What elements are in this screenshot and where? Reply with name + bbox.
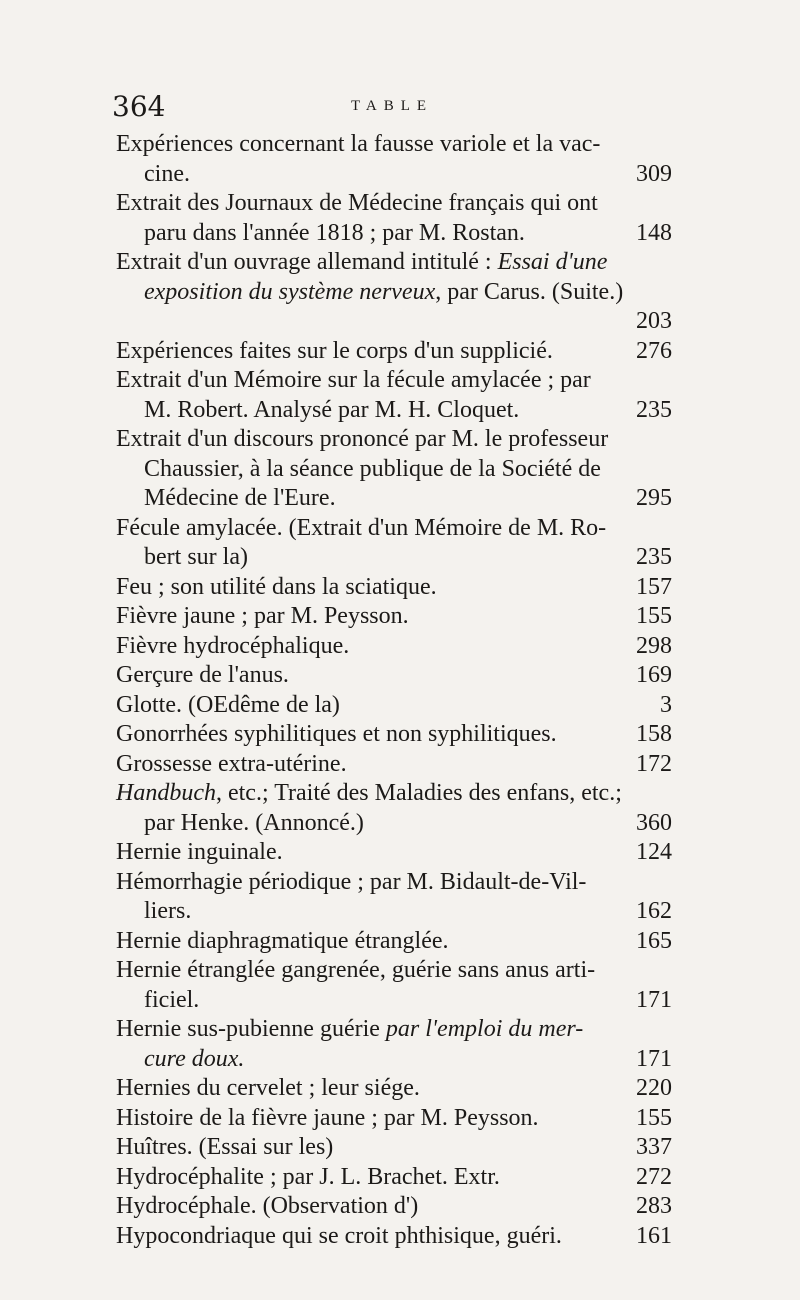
entry-text bbox=[116, 987, 199, 1013]
entry-page-number: 283 bbox=[636, 1193, 672, 1219]
entry-text-roman: Hydrocéphalite ; par J. L. Brachet. Extr. bbox=[116, 1163, 500, 1190]
entry-text-roman: Hémorrhagie périodique ; par M. Bidault-de-Vil- bbox=[116, 868, 587, 895]
index-line bbox=[116, 809, 672, 839]
entry-text bbox=[116, 249, 607, 275]
entry-text bbox=[116, 721, 557, 747]
entry-text-roman: Hernie étranglée gangrenée, guérie sans anus arti- bbox=[116, 957, 596, 983]
entry-text-roman: Médecine de l'Eure. bbox=[144, 485, 336, 511]
index-line bbox=[116, 838, 672, 868]
entry-page-number: 295 bbox=[636, 485, 672, 511]
index-line bbox=[116, 337, 672, 367]
entry-page-number: 162 bbox=[636, 898, 672, 924]
index-line bbox=[116, 425, 672, 455]
entry-text bbox=[116, 161, 190, 187]
index-line bbox=[116, 1222, 672, 1252]
entry-text bbox=[116, 515, 606, 541]
entry-text-roman: liers. bbox=[144, 898, 192, 924]
index-line bbox=[116, 514, 672, 544]
entry-page-number: 171 bbox=[636, 986, 672, 1013]
index-line bbox=[116, 691, 672, 721]
entry-page-number: 165 bbox=[636, 927, 672, 954]
entry-text-roman: Glotte. (OEdême de la) bbox=[116, 691, 340, 718]
entry-page-number: 298 bbox=[636, 632, 672, 659]
entry-page-number: 235 bbox=[636, 396, 672, 423]
entry-page-number: 276 bbox=[636, 337, 672, 364]
index-line bbox=[116, 455, 672, 485]
index-line bbox=[116, 543, 672, 573]
index-line bbox=[116, 130, 672, 160]
entry-page-number: 148 bbox=[636, 219, 672, 246]
entry-text-roman: Hernie sus-pubienne guérie bbox=[116, 1016, 386, 1042]
entry-text bbox=[116, 1193, 418, 1219]
entry-text bbox=[116, 1016, 583, 1042]
index-line bbox=[116, 1074, 672, 1104]
index-line bbox=[116, 750, 672, 780]
entry-text-roman: Extrait d'un discours prononcé par M. le professeur bbox=[116, 426, 609, 452]
entry-page-number: 161 bbox=[636, 1222, 672, 1249]
entry-page-number: 124 bbox=[636, 839, 672, 865]
entry-text-roman: Feu ; son utilité dans la sciatique. bbox=[116, 573, 437, 600]
entry-text bbox=[116, 485, 336, 511]
index-line bbox=[116, 720, 672, 750]
entry-text-roman: par Henke. (Annoncé.) bbox=[144, 809, 364, 836]
index-line bbox=[116, 248, 672, 278]
entry-page-number: 155 bbox=[636, 1104, 672, 1131]
entry-text bbox=[116, 928, 449, 954]
entry-text-roman: M. Robert. Analysé par M. H. Cloquet. bbox=[144, 396, 520, 423]
index-line bbox=[116, 897, 672, 927]
entry-text bbox=[116, 839, 283, 865]
entry-text bbox=[116, 544, 248, 570]
entry-text bbox=[116, 131, 600, 157]
entry-text-roman: Gerçure de l'anus. bbox=[116, 662, 289, 688]
entry-page-number: 272 bbox=[636, 1163, 672, 1190]
entry-text bbox=[116, 662, 289, 688]
entry-text bbox=[116, 220, 525, 246]
entry-text-italic: par l'emploi du mer- bbox=[385, 1016, 584, 1042]
entry-page-number: 235 bbox=[636, 544, 672, 570]
entry-text bbox=[116, 1075, 420, 1101]
running-title: TABLE bbox=[350, 98, 434, 114]
entry-text bbox=[116, 574, 437, 600]
entry-page-number: 360 bbox=[636, 809, 672, 836]
index-line bbox=[116, 1104, 672, 1134]
page-number: 364 bbox=[112, 90, 166, 123]
index-line bbox=[116, 1163, 672, 1193]
entry-text-roman: bert sur la) bbox=[144, 544, 248, 570]
entry-text-italic: Handbuch bbox=[116, 780, 216, 806]
entry-page-number: 309 bbox=[636, 160, 672, 187]
entry-text-roman: Expériences faites sur le corps d'un supplicié. bbox=[116, 337, 553, 364]
entry-text bbox=[116, 603, 409, 629]
index-line bbox=[116, 189, 672, 219]
entry-text-roman: Hernie inguinale. bbox=[116, 839, 283, 865]
index-line bbox=[116, 1192, 672, 1222]
index-line bbox=[116, 1015, 672, 1045]
entry-text bbox=[116, 751, 347, 777]
entry-text bbox=[116, 190, 598, 216]
entry-text-roman: Huîtres. (Essai sur les) bbox=[116, 1134, 334, 1160]
entry-text bbox=[116, 338, 553, 364]
entry-text bbox=[116, 397, 519, 423]
entry-page-number: 155 bbox=[636, 603, 672, 629]
index-line bbox=[116, 956, 672, 986]
entry-text bbox=[116, 367, 591, 393]
index-line bbox=[116, 160, 672, 190]
entry-page-number: 171 bbox=[636, 1045, 672, 1072]
index-line bbox=[116, 573, 672, 603]
entry-text-italic: Essai d'une bbox=[497, 249, 608, 275]
entry-text-roman: Hernies du cervelet ; leur siége. bbox=[116, 1075, 420, 1101]
index-line bbox=[116, 602, 672, 632]
entry-page-number: 203 bbox=[636, 308, 672, 334]
index-line bbox=[116, 307, 672, 337]
entry-page-number: 337 bbox=[636, 1134, 672, 1160]
index-line bbox=[116, 396, 672, 426]
index-entries bbox=[116, 130, 672, 1251]
index-line bbox=[116, 219, 672, 249]
entry-text-roman: Grossesse extra-utérine. bbox=[116, 750, 347, 777]
index-line bbox=[116, 986, 672, 1016]
entry-page-number: 157 bbox=[636, 573, 672, 600]
entry-text bbox=[116, 279, 623, 305]
entry-text-italic: exposition du système nerveux bbox=[144, 278, 436, 305]
entry-page-number: 172 bbox=[636, 750, 672, 777]
entry-text bbox=[116, 456, 601, 482]
entry-text-roman: Hernie diaphragmatique étranglée. bbox=[116, 927, 449, 954]
entry-text-roman: Fièvre jaune ; par M. Peysson. bbox=[116, 603, 409, 629]
entry-text bbox=[116, 869, 586, 895]
entry-text-roman: cine. bbox=[144, 160, 190, 187]
entry-text bbox=[116, 898, 191, 924]
entry-page-number: 220 bbox=[636, 1075, 672, 1101]
entry-text-continued: , par Carus. (Suite.) bbox=[435, 278, 624, 305]
index-line bbox=[116, 278, 672, 308]
entry-text bbox=[116, 780, 622, 806]
entry-text-roman: Extrait des Journaux de Médecine français qui ont bbox=[116, 190, 598, 216]
entry-text bbox=[116, 426, 608, 452]
entry-text-roman: Hydrocéphale. (Observation d') bbox=[116, 1193, 419, 1219]
entry-text-roman: paru dans l'année 1818 ; par M. Rostan. bbox=[144, 219, 525, 246]
entry-text-roman: Expériences concernant la fausse variole et la vac- bbox=[116, 131, 601, 157]
index-line bbox=[116, 632, 672, 662]
entry-text bbox=[116, 1046, 244, 1072]
entry-text-roman: Gonorrhées syphilitiques et non syphilitiques. bbox=[116, 721, 557, 747]
entry-text-continued: , etc.; Traité des Maladies des enfans, etc.; bbox=[215, 780, 622, 806]
index-line bbox=[116, 366, 672, 396]
index-line bbox=[116, 779, 672, 809]
index-line bbox=[116, 1045, 672, 1075]
entry-text bbox=[116, 810, 364, 836]
entry-text bbox=[116, 1134, 333, 1160]
entry-text-roman: Extrait d'un Mémoire sur la fécule amylacée ; par bbox=[116, 367, 591, 393]
entry-text-roman: Hypocondriaque qui se croit phthisique, guéri. bbox=[116, 1222, 562, 1249]
entry-text-roman: Extrait d'un ouvrage allemand intitulé : bbox=[116, 249, 498, 275]
entry-text-roman: Fécule amylacée. (Extrait d'un Mémoire de M. Ro- bbox=[116, 514, 607, 541]
entry-text bbox=[116, 1164, 500, 1190]
entry-text-roman: Histoire de la fièvre jaune ; par M. Peysson. bbox=[116, 1104, 539, 1131]
page-header bbox=[112, 90, 672, 130]
entry-text-roman: ficiel. bbox=[144, 986, 200, 1013]
entry-text-italic: cure doux. bbox=[144, 1045, 245, 1072]
entry-text bbox=[116, 957, 595, 983]
index-line bbox=[116, 868, 672, 898]
entry-text bbox=[116, 633, 349, 659]
entry-text bbox=[116, 1223, 562, 1249]
index-line bbox=[116, 927, 672, 957]
entry-text-roman: Chaussier, à la séance publique de la Société de bbox=[144, 455, 601, 482]
entry-page-number: 169 bbox=[636, 662, 672, 688]
index-line bbox=[116, 484, 672, 514]
entry-page-number: 3 bbox=[660, 691, 672, 718]
entry-text bbox=[116, 1105, 539, 1131]
entry-text-roman: Fièvre hydrocéphalique. bbox=[116, 632, 350, 659]
index-line bbox=[116, 661, 672, 691]
entry-text bbox=[116, 692, 340, 718]
entry-page-number: 158 bbox=[636, 721, 672, 747]
index-line bbox=[116, 1133, 672, 1163]
